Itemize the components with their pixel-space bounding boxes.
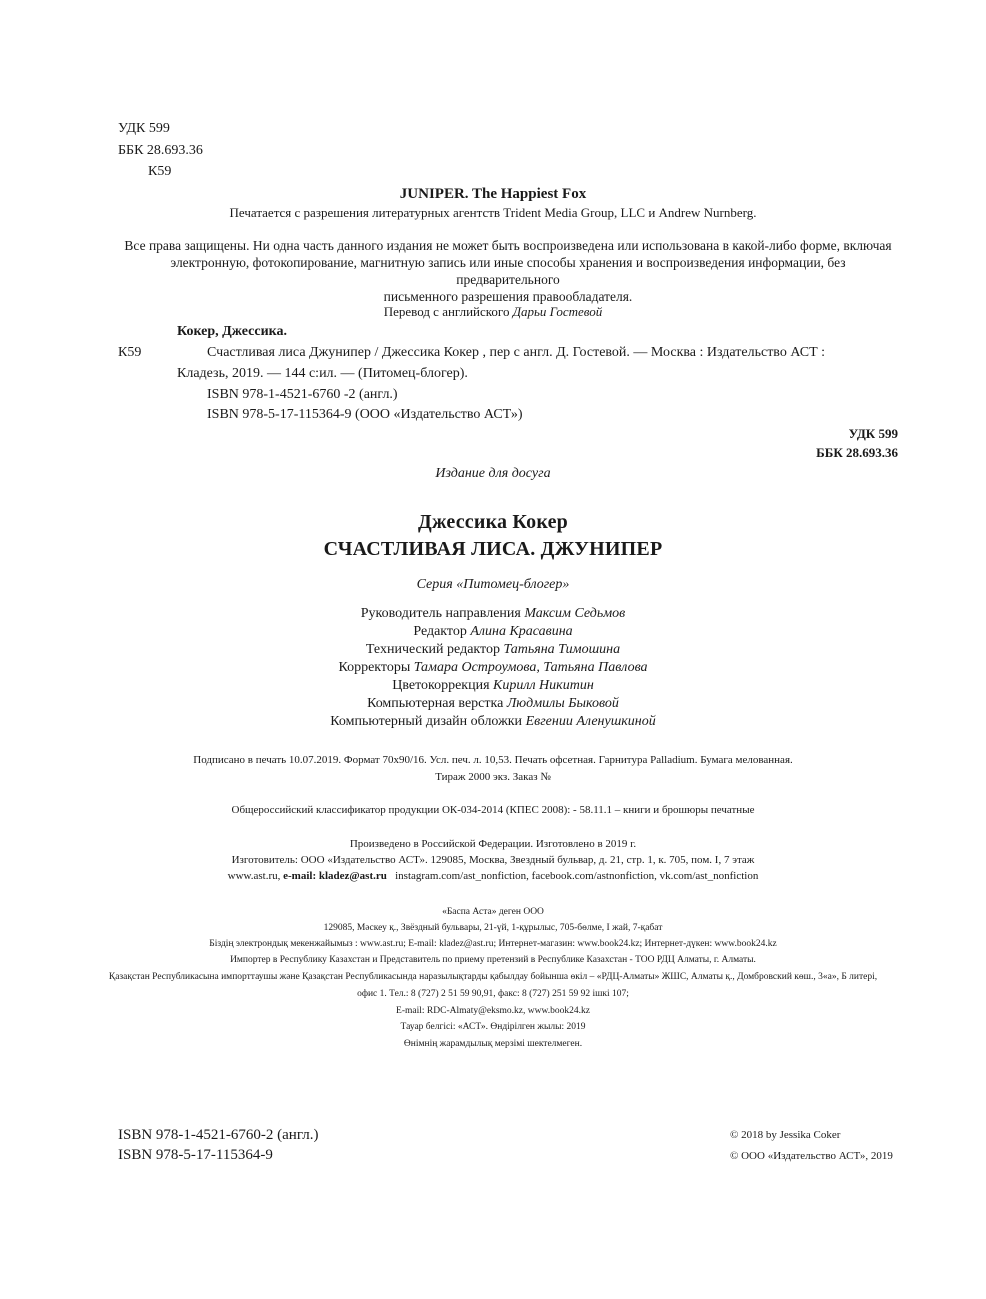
book-title: СЧАСТЛИВАЯ ЛИСА. ДЖУНИПЕР (323, 538, 663, 560)
print-info-line: Тираж 2000 экз. Заказ № (435, 771, 551, 783)
credit-line (0, 659, 986, 677)
translator-name: Дарьи Гостевой (512, 304, 603, 319)
credit-role: Компьютерная верстка (367, 696, 504, 711)
credit-line (0, 605, 986, 623)
catalog-author: Кокер, Джессика. (177, 324, 288, 339)
catalog-udk: УДК 599 (848, 426, 898, 441)
credit-person: Тамара Остроумова, Татьяна Павлова (413, 660, 648, 675)
rights-line: электронную, фотокопирование, магнитную запись или иные способы хранения и воспроизведения информации, без предварительного (170, 255, 846, 287)
rights-notice (118, 237, 898, 305)
catalog-isbn: ISBN 978-5-17-115364-9 (ООО «Издательство АСТ») (207, 407, 523, 422)
credit-line (0, 713, 986, 731)
rights-line: письменного разрешения правообладателя. (383, 289, 633, 304)
kz-line: Импортер в Республику Казахстан и Представитель по приему претензий в Республике Казахстан - ТОО РДЦ Алматы, г. Алматы. (230, 955, 756, 965)
book-series: Серия «Питомец-блогер» (416, 577, 570, 592)
social-links[interactable]: instagram.com/ast_nonfiction, facebook.com/astnonfiction, vk.com/ast_nonfiction (395, 870, 759, 882)
credit-line (0, 641, 986, 659)
edition-type: Издание для досуга (435, 466, 551, 481)
footer-isbn: ISBN 978-5-17-115364-9 (118, 1147, 273, 1163)
site-link[interactable]: www.ast.ru, (227, 870, 281, 882)
credit-line (0, 677, 986, 695)
udk-code: УДК 599 (118, 121, 170, 136)
catalog-code: К59 (118, 345, 142, 360)
copyright-publisher: © ООО «Издательство АСТ», 2019 (730, 1150, 893, 1162)
rights-line: Все права защищены. Ни одна часть данного издания не может быть воспроизведена или использована в какой-либо форме, включая (124, 238, 892, 253)
kz-line: офис 1. Тел.: 8 (727) 2 51 59 90,91, факс: 8 (727) 251 59 92 ішкі 107; (357, 989, 629, 999)
credit-person: Кирилл Никитин (493, 678, 594, 693)
credit-person: Алина Красавина (470, 624, 573, 639)
print-info-line: Подписано в печать 10.07.2019. Формат 70х90/16. Усл. печ. л. 10,53. Печать офсетная. Гарнитура Palladium. Бумага мелованная. (193, 754, 793, 766)
catalog-bbk: ББК 28.693.36 (816, 445, 898, 460)
credit-line (0, 695, 986, 713)
credit-role: Цветокоррекция (392, 678, 490, 693)
email-label: e-mail: (283, 870, 317, 882)
credit-person: Евгении Аленушкиной (525, 714, 656, 729)
credit-person: Татьяна Тимошина (503, 642, 621, 657)
okp-classifier: Общероссийский классификатор продукции ОК-034-2014 (КПЕС 2008): - 58.11.1 – книги и брошюры печатные (231, 804, 755, 816)
footer-isbn: ISBN 978-1-4521-6760-2 (англ.) (118, 1127, 319, 1143)
catalog-description: Кладезь, 2019. — 144 с:ил. — (Питомец-блогер). (177, 366, 468, 381)
author-mark: К59 (148, 164, 172, 179)
manufacturer-address: Изготовитель: ООО «Издательство АСТ». 129085, Москва, Звездный бульвар, д. 21, стр. 1, к. 705, пом. I, 7 этаж (231, 854, 755, 866)
catalog-isbn: ISBN 978-1-4521-6760 -2 (англ.) (207, 387, 398, 402)
manufacturer-contacts (0, 869, 986, 884)
translation-credit (0, 303, 986, 320)
kz-line: 129085, Мәскеу қ., Звёздный бульвары, 21-үй, 1-құрылыс, 705-бөлме, I жай, 7-қабат (323, 923, 663, 933)
credit-role: Технический редактор (365, 642, 500, 657)
credit-role: Корректоры (338, 660, 411, 675)
copyright-author: © 2018 by Jessika Coker (730, 1129, 841, 1141)
credits-list (0, 605, 986, 731)
credit-person: Максим Седьмов (524, 606, 626, 621)
kz-line: E-mail: RDC-Almaty@eksmo.kz, www.book24.kz (396, 1006, 590, 1016)
email-link[interactable]: kladez@ast.ru (318, 870, 387, 882)
credit-role: Редактор (413, 624, 467, 639)
book-author: Джессика Кокер (418, 511, 568, 533)
kz-line: Тауар белгісі: «АСТ». Өндірілген жылы: 2019 (400, 1022, 586, 1032)
kz-line: Біздің электрондық мекенжайымыз : www.ast.ru; E-mail: kladez@ast.ru; Интернет-магазин: www.book24.kz; Интернет-дүкен: www.book24.kz (209, 939, 777, 949)
kz-line: Қазақстан Республикасына импорттаушы және Қазақстан Республикасында наразылықтарды қабылдау бойынша өкіл – «РДЦ-Алматы» ЖШС, Алматы қ., Домбровский көш., 3«а», Б литері, (108, 972, 878, 982)
bbk-code: ББК 28.693.36 (118, 143, 203, 158)
catalog-description: Счастливая лиса Джунипер / Джессика Кокер , пер с англ. Д. Гостевой. — Москва : Издательство АСТ : (207, 345, 826, 360)
translation-label: Перевод с английского (383, 304, 510, 319)
kz-line: «Баспа Аста» деген ООО (442, 907, 544, 917)
kz-line: Өнімнің жарамдылық мерзімі шектелмеген. (403, 1039, 583, 1049)
credit-person: Людмилы Быковой (506, 696, 619, 711)
credit-line (0, 623, 986, 641)
credit-role: Руководитель направления (360, 606, 521, 621)
manufacturer-line: Произведено в Российской Федерации. Изготовлено в 2019 г. (349, 838, 637, 850)
permission-line: Печатается с разрешения литературных агентств Trident Media Group, LLC и Andrew Nurnberg. (229, 205, 757, 220)
credit-role: Компьютерный дизайн обложки (330, 714, 523, 729)
original-title: JUNIPER. The Happiest Fox (399, 186, 587, 202)
